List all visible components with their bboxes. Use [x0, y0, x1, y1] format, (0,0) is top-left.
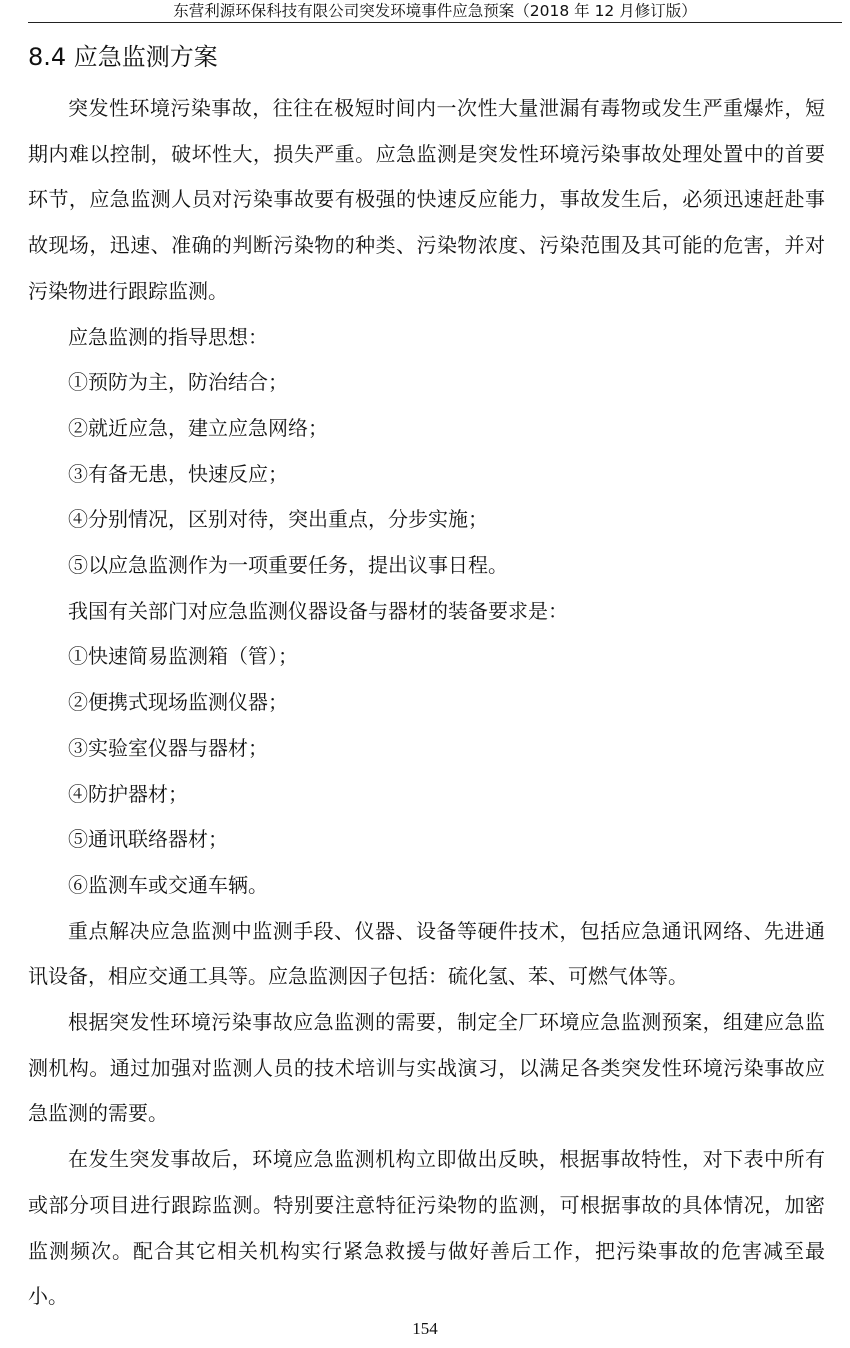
paragraph-intro: 突发性环境污染事故，往往在极短时间内一次性大量泄漏有毒物或发生严重爆炸，短期内难以控制，破坏性大，损失严重。应急监测是突发性环境污染事故处理处置中的首要环节，应急监测人员对污染事故要有极强的快速反应能力，事故发生后，必须迅速赶赴事故现场，迅速、准确的判断污染物的种类、污染物浓度、污染范围及其可能的危害，并对污染物进行跟踪监测。: [28, 96, 825, 303]
list-item: ④防护器材；: [68, 781, 188, 806]
list-item: ③实验室仪器与器材；: [68, 735, 268, 760]
list-item: ④分别情况，区别对待，突出重点，分步实施；: [68, 507, 488, 532]
paragraph-incident-response: 在发生突发事故后，环境应急监测机构立即做出反映，根据事故特性，对下表中所有或部分项目进行跟踪监测。特别要注意特征污染物的监测，可根据事故的具体情况，加密监测频次。配合其它相关机构实行紧急救援与做好善后工作，把污染事故的危害减至最小。: [28, 1147, 825, 1309]
list-item: ③有备无患，快速反应；: [68, 461, 288, 486]
list-item: ⑥监测车或交通车辆。: [68, 872, 268, 897]
list-item: ②就近应急，建立应急网络；: [68, 415, 328, 440]
paragraph-monitoring-plan: 根据突发性环境污染事故应急监测的需要，制定全厂环境应急监测预案，组建应急监测机构。通过加强对监测人员的技术培训与实战演习，以满足各类突发性环境污染事故应急监测的需要。: [28, 1010, 825, 1126]
list-item: ⑤以应急监测作为一项重要任务，提出议事日程。: [68, 553, 508, 578]
page-header: 东营利源环保科技有限公司突发环境事件应急预案（2018 年 12 月修订版）: [28, 0, 842, 23]
page-number: 154: [412, 1319, 438, 1338]
paragraph-key-tech: 重点解决应急监测中监测手段、仪器、设备等硬件技术，包括应急通讯网络、先进通讯设备，相应交通工具等。应急监测因子包括：硫化氢、苯、可燃气体等。: [28, 918, 825, 989]
list-item: ①预防为主，防治结合；: [68, 370, 288, 395]
document-body: [28, 86, 825, 1320]
list-item: ⑤通讯联络器材；: [68, 827, 228, 852]
paragraph-equipment-heading: 我国有关部门对应急监测仪器设备与器材的装备要求是：: [68, 598, 568, 623]
section-title: 8.4 应急监测方案: [28, 43, 218, 71]
list-item: ②便携式现场监测仪器；: [68, 690, 288, 715]
paragraph-guiding-thought-heading: 应急监测的指导思想：: [68, 324, 268, 349]
list-item: ①快速简易监测箱（管）；: [68, 644, 298, 669]
